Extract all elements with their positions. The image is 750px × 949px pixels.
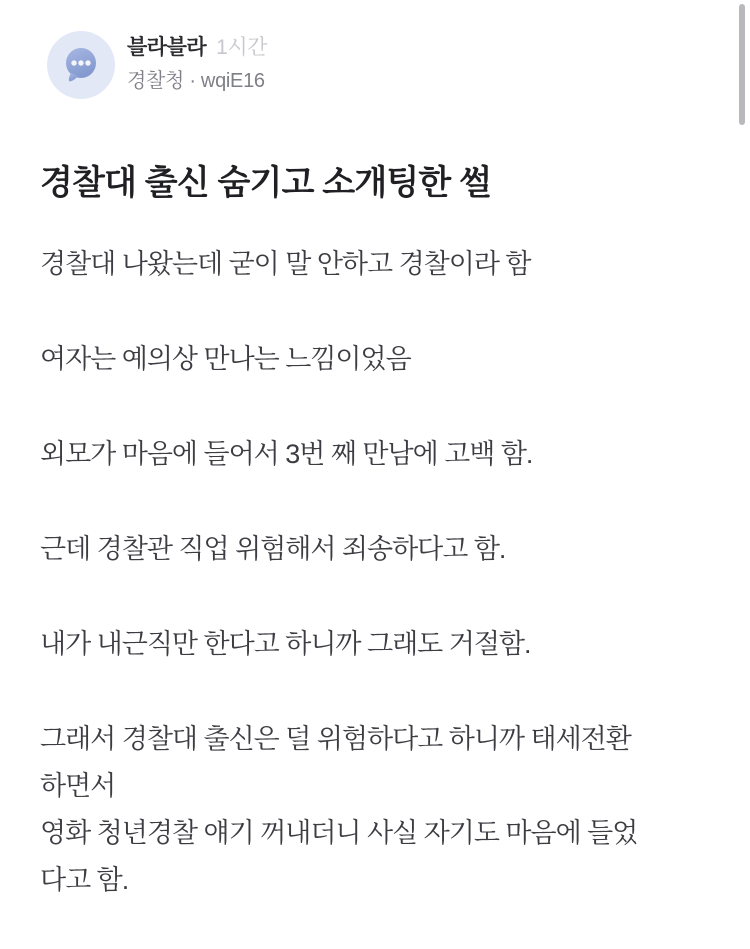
chat-bubble-icon: [59, 43, 103, 87]
post-title: 경찰대 출신 숨기고 소개팅한 썰: [40, 164, 492, 202]
post-paragraph: [40, 716, 710, 904]
author-name-row: [127, 33, 267, 63]
post-text-line: 근데 경찰관 직업 위험해서 죄송하다고 함.: [40, 534, 506, 564]
post-paragraph: [40, 336, 710, 383]
post-paragraph: [40, 241, 710, 288]
post-text-line: 내가 내근직만 한다고 하니까 그래도 거절함.: [40, 629, 531, 659]
post-body: [40, 241, 710, 904]
post-text-line: 여자는 예의상 만나는 느낌이었음: [40, 344, 411, 374]
post-paragraph: [40, 431, 710, 478]
post-paragraph: [40, 621, 710, 668]
author-block: [127, 31, 267, 95]
post-text-line: 외모가 마음에 들어서 3번 째 만남에 고백 함.: [40, 439, 533, 469]
post-text-line: 그래서 경찰대 출신은 덜 위험하다고 하니까 태세전환: [40, 724, 631, 754]
post-header: [40, 31, 710, 99]
post-text-line: 하면서: [40, 771, 116, 801]
post-text-line: 경찰대 나왔는데 굳이 말 안하고 경찰이라 함: [40, 249, 531, 279]
post-paragraph: [40, 526, 710, 573]
author-nickname[interactable]: 블라블라: [127, 36, 207, 59]
scrollbar-thumb[interactable]: [739, 4, 745, 125]
post-text-line: 영화 청년경찰 얘기 꺼내더니 사실 자기도 마음에 들었: [40, 818, 638, 848]
author-meta[interactable]: 경찰청 · wqiE16: [127, 70, 265, 92]
post-timestamp: 1시간: [216, 36, 267, 59]
post-text-line: 다고 함.: [40, 865, 129, 895]
avatar[interactable]: [47, 31, 115, 99]
